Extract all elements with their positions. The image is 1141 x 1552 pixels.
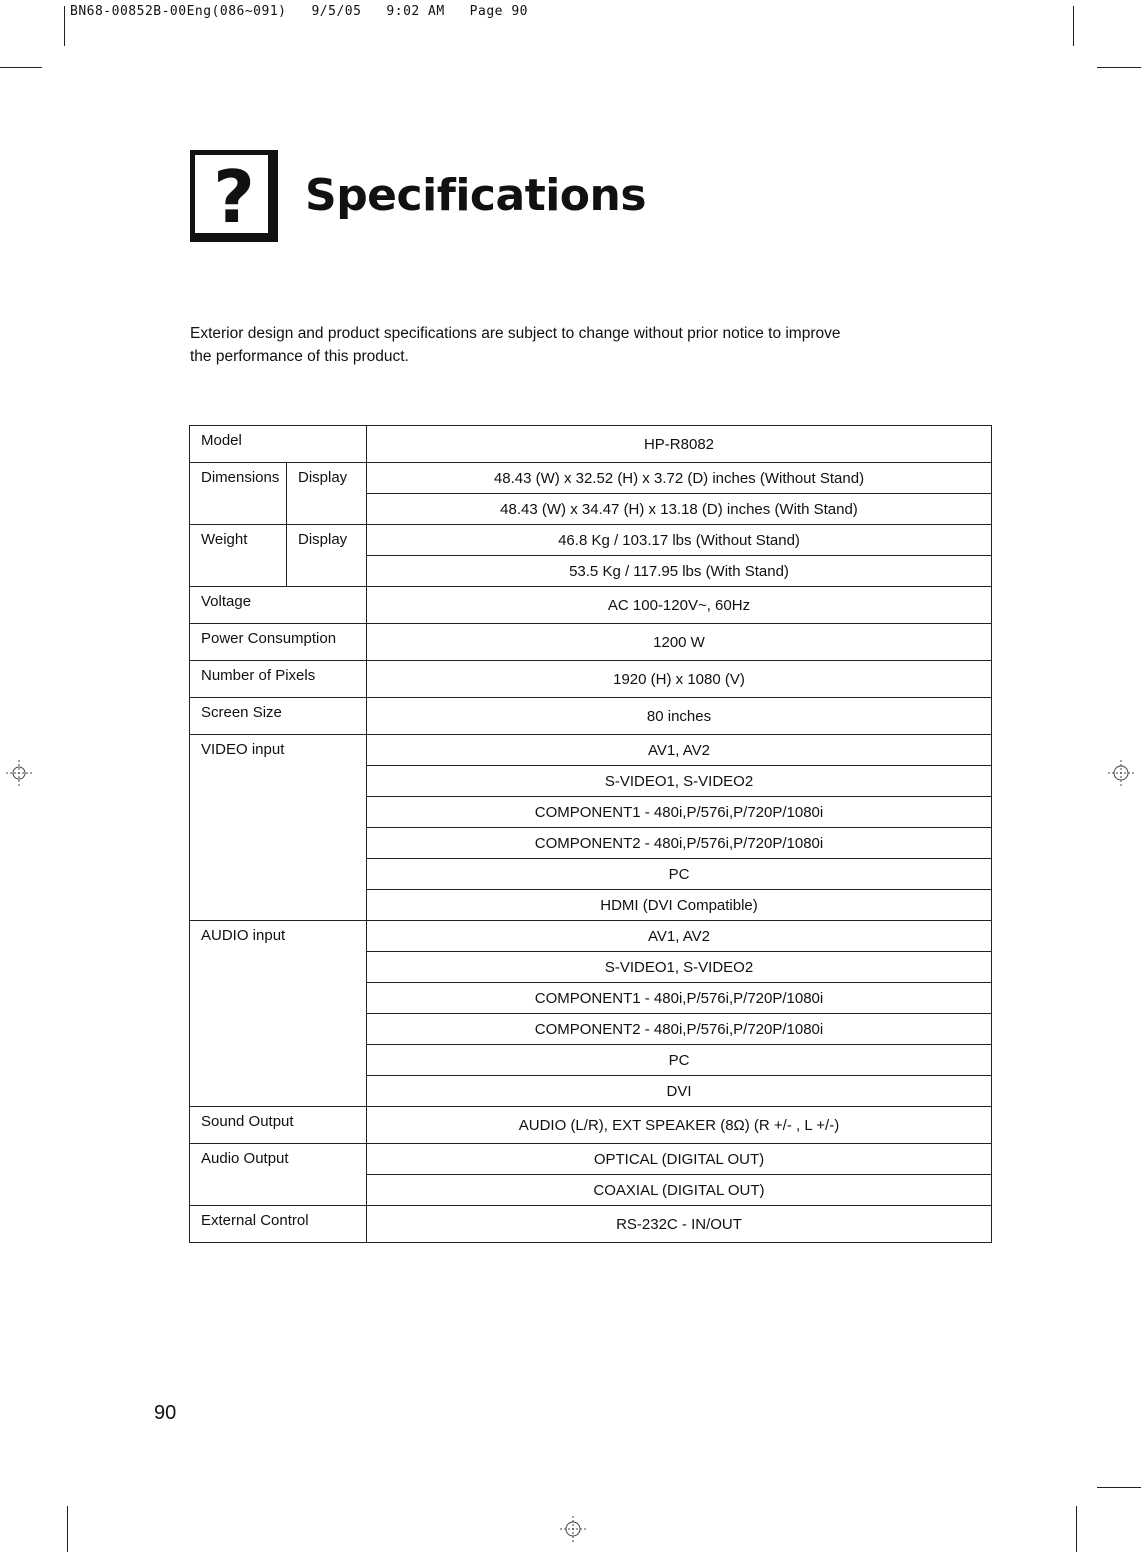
table-row — [190, 624, 992, 661]
spec-value-video-input-5: PC — [367, 859, 992, 890]
spec-sublabel-dimensions-display: Display — [287, 463, 367, 525]
spec-label-sound-output: Sound Output — [190, 1107, 367, 1144]
table-row — [190, 525, 992, 556]
spec-value-dimensions-without-stand: 48.43 (W) x 32.52 (H) x 3.72 (D) inches (Without Stand) — [367, 463, 992, 494]
spec-label-power: Power Consumption — [190, 624, 367, 661]
spec-value-audio-input-2: S-VIDEO1, S-VIDEO2 — [367, 952, 992, 983]
crop-mark-bottom-right-v — [1076, 1506, 1077, 1552]
question-mark-icon — [190, 150, 278, 242]
question-mark-glyph: ? — [213, 155, 255, 239]
spec-label-pixels: Number of Pixels — [190, 661, 367, 698]
spec-value-pixels: 1920 (H) x 1080 (V) — [367, 661, 992, 698]
table-row — [190, 698, 992, 735]
spec-label-screen-size: Screen Size — [190, 698, 367, 735]
page-title: Specifications — [305, 170, 647, 221]
table-row — [190, 463, 992, 494]
spec-value-weight-with-stand: 53.5 Kg / 117.95 lbs (With Stand) — [367, 556, 992, 587]
crop-mark-top-right-v — [1073, 6, 1074, 46]
spec-label-dimensions: Dimensions — [190, 463, 287, 525]
registration-mark-left-icon — [6, 760, 32, 786]
spec-value-weight-without-stand: 46.8 Kg / 103.17 lbs (Without Stand) — [367, 525, 992, 556]
print-header: BN68-00852B-00Eng(086~091) 9/5/05 9:02 AM Page 90 — [70, 4, 528, 19]
spec-label-audio-output: Audio Output — [190, 1144, 367, 1206]
spec-value-power: 1200 W — [367, 624, 992, 661]
spec-value-audio-output-1: OPTICAL (DIGITAL OUT) — [367, 1144, 992, 1175]
spec-value-sound-output: AUDIO (L/R), EXT SPEAKER (8Ω) (R +/- , L +/-) — [367, 1107, 992, 1144]
spec-value-audio-input-4: COMPONENT2 - 480i,P/576i,P/720P/1080i — [367, 1014, 992, 1045]
spec-value-dimensions-with-stand: 48.43 (W) x 34.47 (H) x 13.18 (D) inches (With Stand) — [367, 494, 992, 525]
spec-label-weight: Weight — [190, 525, 287, 587]
crop-mark-top-left-v — [64, 6, 65, 46]
spec-label-audio-input: AUDIO input — [190, 921, 367, 1107]
crop-mark-top-left-h — [0, 67, 42, 68]
table-row — [190, 1107, 992, 1144]
spec-value-video-input-1: AV1, AV2 — [367, 735, 992, 766]
crop-mark-bottom-right-h — [1097, 1487, 1141, 1488]
intro-line-2: the performance of this product. — [190, 348, 409, 365]
intro-line-1: Exterior design and product specifications are subject to change without prior notice to improve — [190, 325, 841, 342]
spec-value-video-input-4: COMPONENT2 - 480i,P/576i,P/720P/1080i — [367, 828, 992, 859]
spec-label-video-input: VIDEO input — [190, 735, 367, 921]
specifications-table — [189, 425, 992, 1243]
crop-mark-bottom-left-v — [67, 1506, 68, 1552]
spec-value-external-control: RS-232C - IN/OUT — [367, 1206, 992, 1243]
table-row — [190, 1144, 992, 1175]
table-row — [190, 426, 992, 463]
spec-value-model: HP-R8082 — [367, 426, 992, 463]
spec-value-video-input-2: S-VIDEO1, S-VIDEO2 — [367, 766, 992, 797]
spec-label-voltage: Voltage — [190, 587, 367, 624]
spec-label-model: Model — [190, 426, 367, 463]
table-row — [190, 735, 992, 766]
spec-value-video-input-6: HDMI (DVI Compatible) — [367, 890, 992, 921]
spec-value-audio-input-6: DVI — [367, 1076, 992, 1107]
registration-mark-right-icon — [1108, 760, 1134, 786]
spec-value-voltage: AC 100-120V~, 60Hz — [367, 587, 992, 624]
table-row — [190, 587, 992, 624]
intro-paragraph — [190, 322, 950, 368]
spec-value-video-input-3: COMPONENT1 - 480i,P/576i,P/720P/1080i — [367, 797, 992, 828]
registration-mark-bottom-icon — [560, 1516, 586, 1542]
spec-value-audio-input-1: AV1, AV2 — [367, 921, 992, 952]
spec-value-screen-size: 80 inches — [367, 698, 992, 735]
spec-value-audio-input-3: COMPONENT1 - 480i,P/576i,P/720P/1080i — [367, 983, 992, 1014]
page-number: 90 — [154, 1402, 177, 1424]
table-row — [190, 661, 992, 698]
spec-label-external-control: External Control — [190, 1206, 367, 1243]
table-row — [190, 1206, 992, 1243]
crop-mark-top-right-h — [1097, 67, 1141, 68]
table-row — [190, 921, 992, 952]
spec-value-audio-input-5: PC — [367, 1045, 992, 1076]
spec-sublabel-weight-display: Display — [287, 525, 367, 587]
spec-value-audio-output-2: COAXIAL (DIGITAL OUT) — [367, 1175, 992, 1206]
